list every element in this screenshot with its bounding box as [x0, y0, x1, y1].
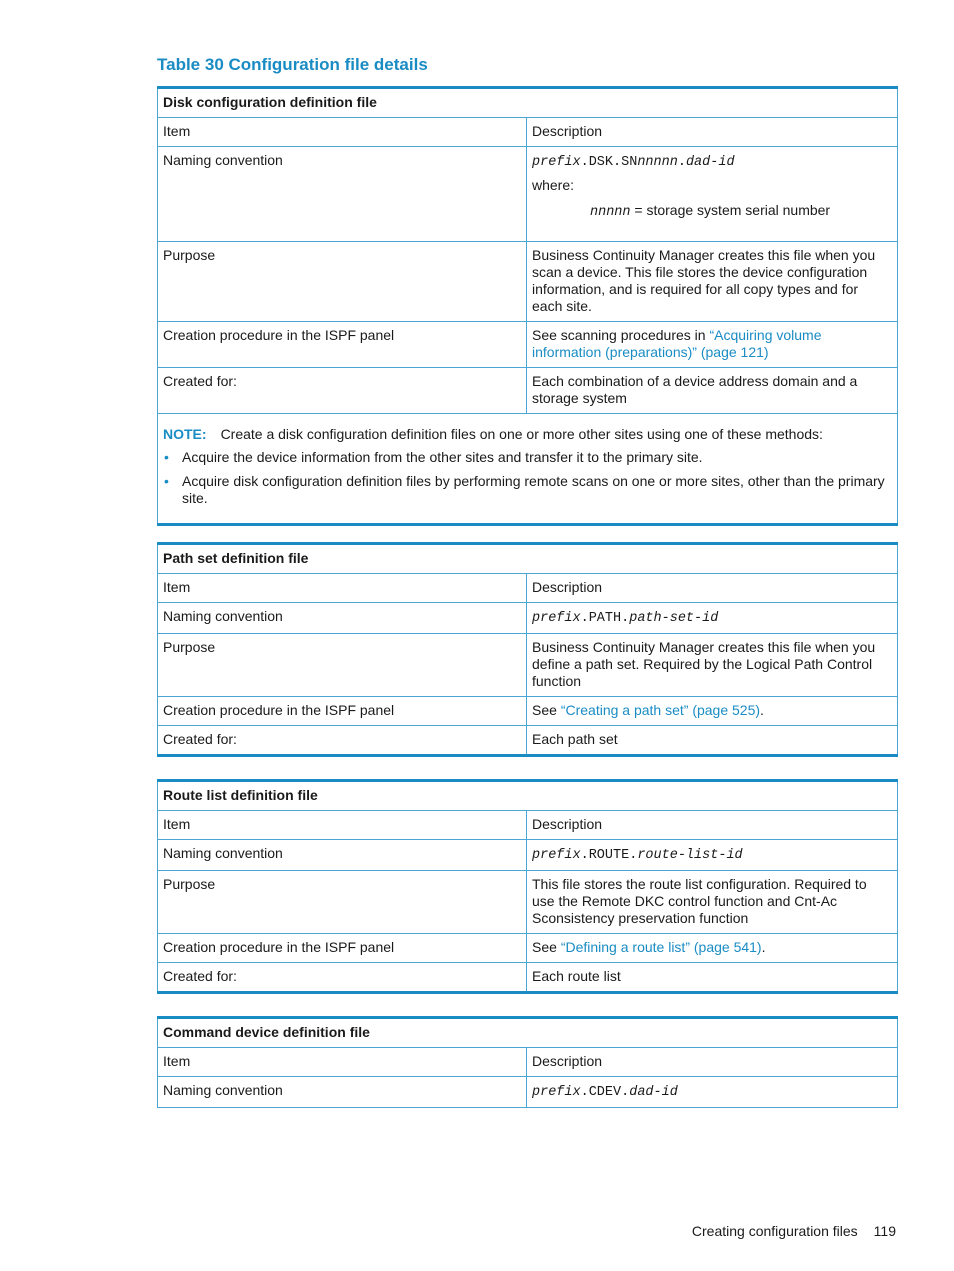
row-label-creation: Creation procedure in the ISPF panel: [158, 934, 527, 963]
path-set-id-var: path-set-id: [629, 611, 719, 626]
list-item: [163, 473, 892, 507]
page-number: 119: [873, 1223, 896, 1239]
naming-convention-value: [527, 603, 898, 634]
purpose-text: Business Continuity Manager creates this file when you scan a device. This file stores the device configuration information, and is required for all copy types and for each site.: [527, 242, 898, 322]
table-row: [158, 147, 898, 242]
table-row: [158, 1048, 898, 1077]
page-footer: [692, 1223, 896, 1239]
table-row: [158, 871, 898, 934]
note-list: [163, 449, 892, 507]
variable-definition: [590, 202, 892, 221]
naming-literal: .ROUTE.: [580, 848, 638, 863]
table-row: [158, 634, 898, 697]
route-list-table: [157, 779, 898, 994]
row-label-naming: Naming convention: [158, 603, 527, 634]
acquiring-volume-link[interactable]: “Acquiring volume information (preparations)” (page 121): [532, 327, 822, 360]
route-list-id-var: route-list-id: [637, 848, 743, 863]
table-caption: Table 30 Configuration file details: [157, 55, 428, 74]
column-header-item: Item: [158, 811, 527, 840]
table-row: [158, 368, 898, 414]
creation-prefix: See: [532, 939, 561, 955]
row-label-creation: Creation procedure in the ISPF panel: [158, 322, 527, 368]
note-intro: [163, 426, 892, 443]
table-row: [158, 322, 898, 368]
creation-suffix: .: [760, 702, 764, 718]
dad-id-var: dad-id: [685, 155, 735, 170]
column-header-item: Item: [158, 1048, 527, 1077]
created-for-text: Each combination of a device address domain and a storage system: [527, 368, 898, 414]
prefix-var: prefix: [532, 848, 581, 863]
table-heading: Command device definition file: [158, 1018, 898, 1048]
naming-convention-value: [532, 152, 892, 171]
table-row: [158, 934, 898, 963]
note-label: NOTE:: [163, 426, 207, 442]
row-label-creation: Creation procedure in the ISPF panel: [158, 697, 527, 726]
prefix-var: prefix: [532, 155, 581, 170]
table-row: [158, 1077, 898, 1108]
note-row: [158, 414, 898, 525]
column-header-item: Item: [158, 118, 527, 147]
where-label: where:: [532, 177, 575, 193]
table-row: [158, 574, 898, 603]
row-label-created-for: Created for:: [158, 963, 527, 993]
creation-cell: [527, 934, 898, 963]
creation-suffix: .: [761, 939, 766, 955]
prefix-var: prefix: [532, 611, 581, 626]
table-row: [158, 242, 898, 322]
note-item-text: Acquire disk configuration definition files by performing remote scans on one or more sites, other than the primary site.: [182, 473, 885, 506]
column-header-description: Description: [527, 574, 898, 603]
disk-config-table: [157, 86, 898, 526]
note-text: Create a disk configuration definition files on one or more other sites using one of these methods:: [220, 426, 823, 442]
table-heading: Route list definition file: [158, 781, 898, 811]
table-row: [158, 963, 898, 993]
row-label-created-for: Created for:: [158, 726, 527, 756]
naming-literal: .CDEV.: [580, 1085, 630, 1100]
purpose-text: Business Continuity Manager creates this file when you define a path set. Required by the Logical Path Control function: [527, 634, 898, 697]
naming-convention-value: [527, 1077, 898, 1108]
creating-path-set-link[interactable]: “Creating a path set” (page 525): [560, 702, 761, 718]
table-row: [158, 603, 898, 634]
column-header-description: Description: [527, 811, 898, 840]
row-label-naming: Naming convention: [158, 1077, 527, 1108]
creation-cell: [527, 322, 898, 368]
bullet-icon: •: [164, 449, 169, 465]
defining-route-list-link[interactable]: “Defining a route list” (page 541): [560, 939, 762, 955]
footer-section-title: Creating configuration files: [691, 1223, 858, 1239]
list-item: [163, 449, 892, 466]
creation-prefix: See: [532, 702, 561, 718]
created-for-text: Each route list: [527, 963, 898, 993]
bullet-icon: •: [164, 473, 169, 489]
table-row: [158, 697, 898, 726]
definition-text: = storage system serial number: [630, 202, 831, 218]
created-for-text: Each path set: [527, 726, 898, 756]
naming-dot: .: [677, 155, 686, 170]
table-row: [158, 811, 898, 840]
creation-cell: [527, 697, 898, 726]
row-label-purpose: Purpose: [158, 871, 527, 934]
row-label-purpose: Purpose: [158, 242, 527, 322]
row-label-naming: Naming convention: [158, 840, 527, 871]
table-heading: Path set definition file: [158, 544, 898, 574]
table-row: [158, 118, 898, 147]
column-header-item: Item: [158, 574, 527, 603]
naming-literal: .DSK.SN: [580, 155, 638, 170]
note-box: [158, 414, 898, 525]
table-row: [158, 840, 898, 871]
row-label-created-for: Created for:: [158, 368, 527, 414]
note-item-text: Acquire the device information from the other sites and transfer it to the primary site.: [182, 449, 703, 465]
naming-convention-cell: [527, 147, 898, 242]
column-header-description: Description: [527, 1048, 898, 1077]
table-heading: Disk configuration definition file: [158, 88, 898, 118]
creation-prefix: See scanning procedures in: [532, 327, 710, 343]
prefix-var: prefix: [532, 1085, 581, 1100]
purpose-text: This file stores the route list configuration. Required to use the Remote DKC control function and Cnt-Ac Sconsistency preservation function: [527, 871, 898, 934]
naming-literal: .PATH.: [580, 611, 630, 626]
table-row: [158, 726, 898, 756]
row-label-purpose: Purpose: [158, 634, 527, 697]
column-header-description: Description: [527, 118, 898, 147]
naming-convention-value: [527, 840, 898, 871]
command-device-table: [157, 1016, 898, 1108]
dad-id-var: dad-id: [629, 1085, 678, 1100]
path-set-table: [157, 542, 898, 757]
serial-var: nnnnn: [637, 155, 678, 170]
definition-var: nnnnn: [590, 205, 631, 220]
row-label-naming: Naming convention: [158, 147, 527, 242]
